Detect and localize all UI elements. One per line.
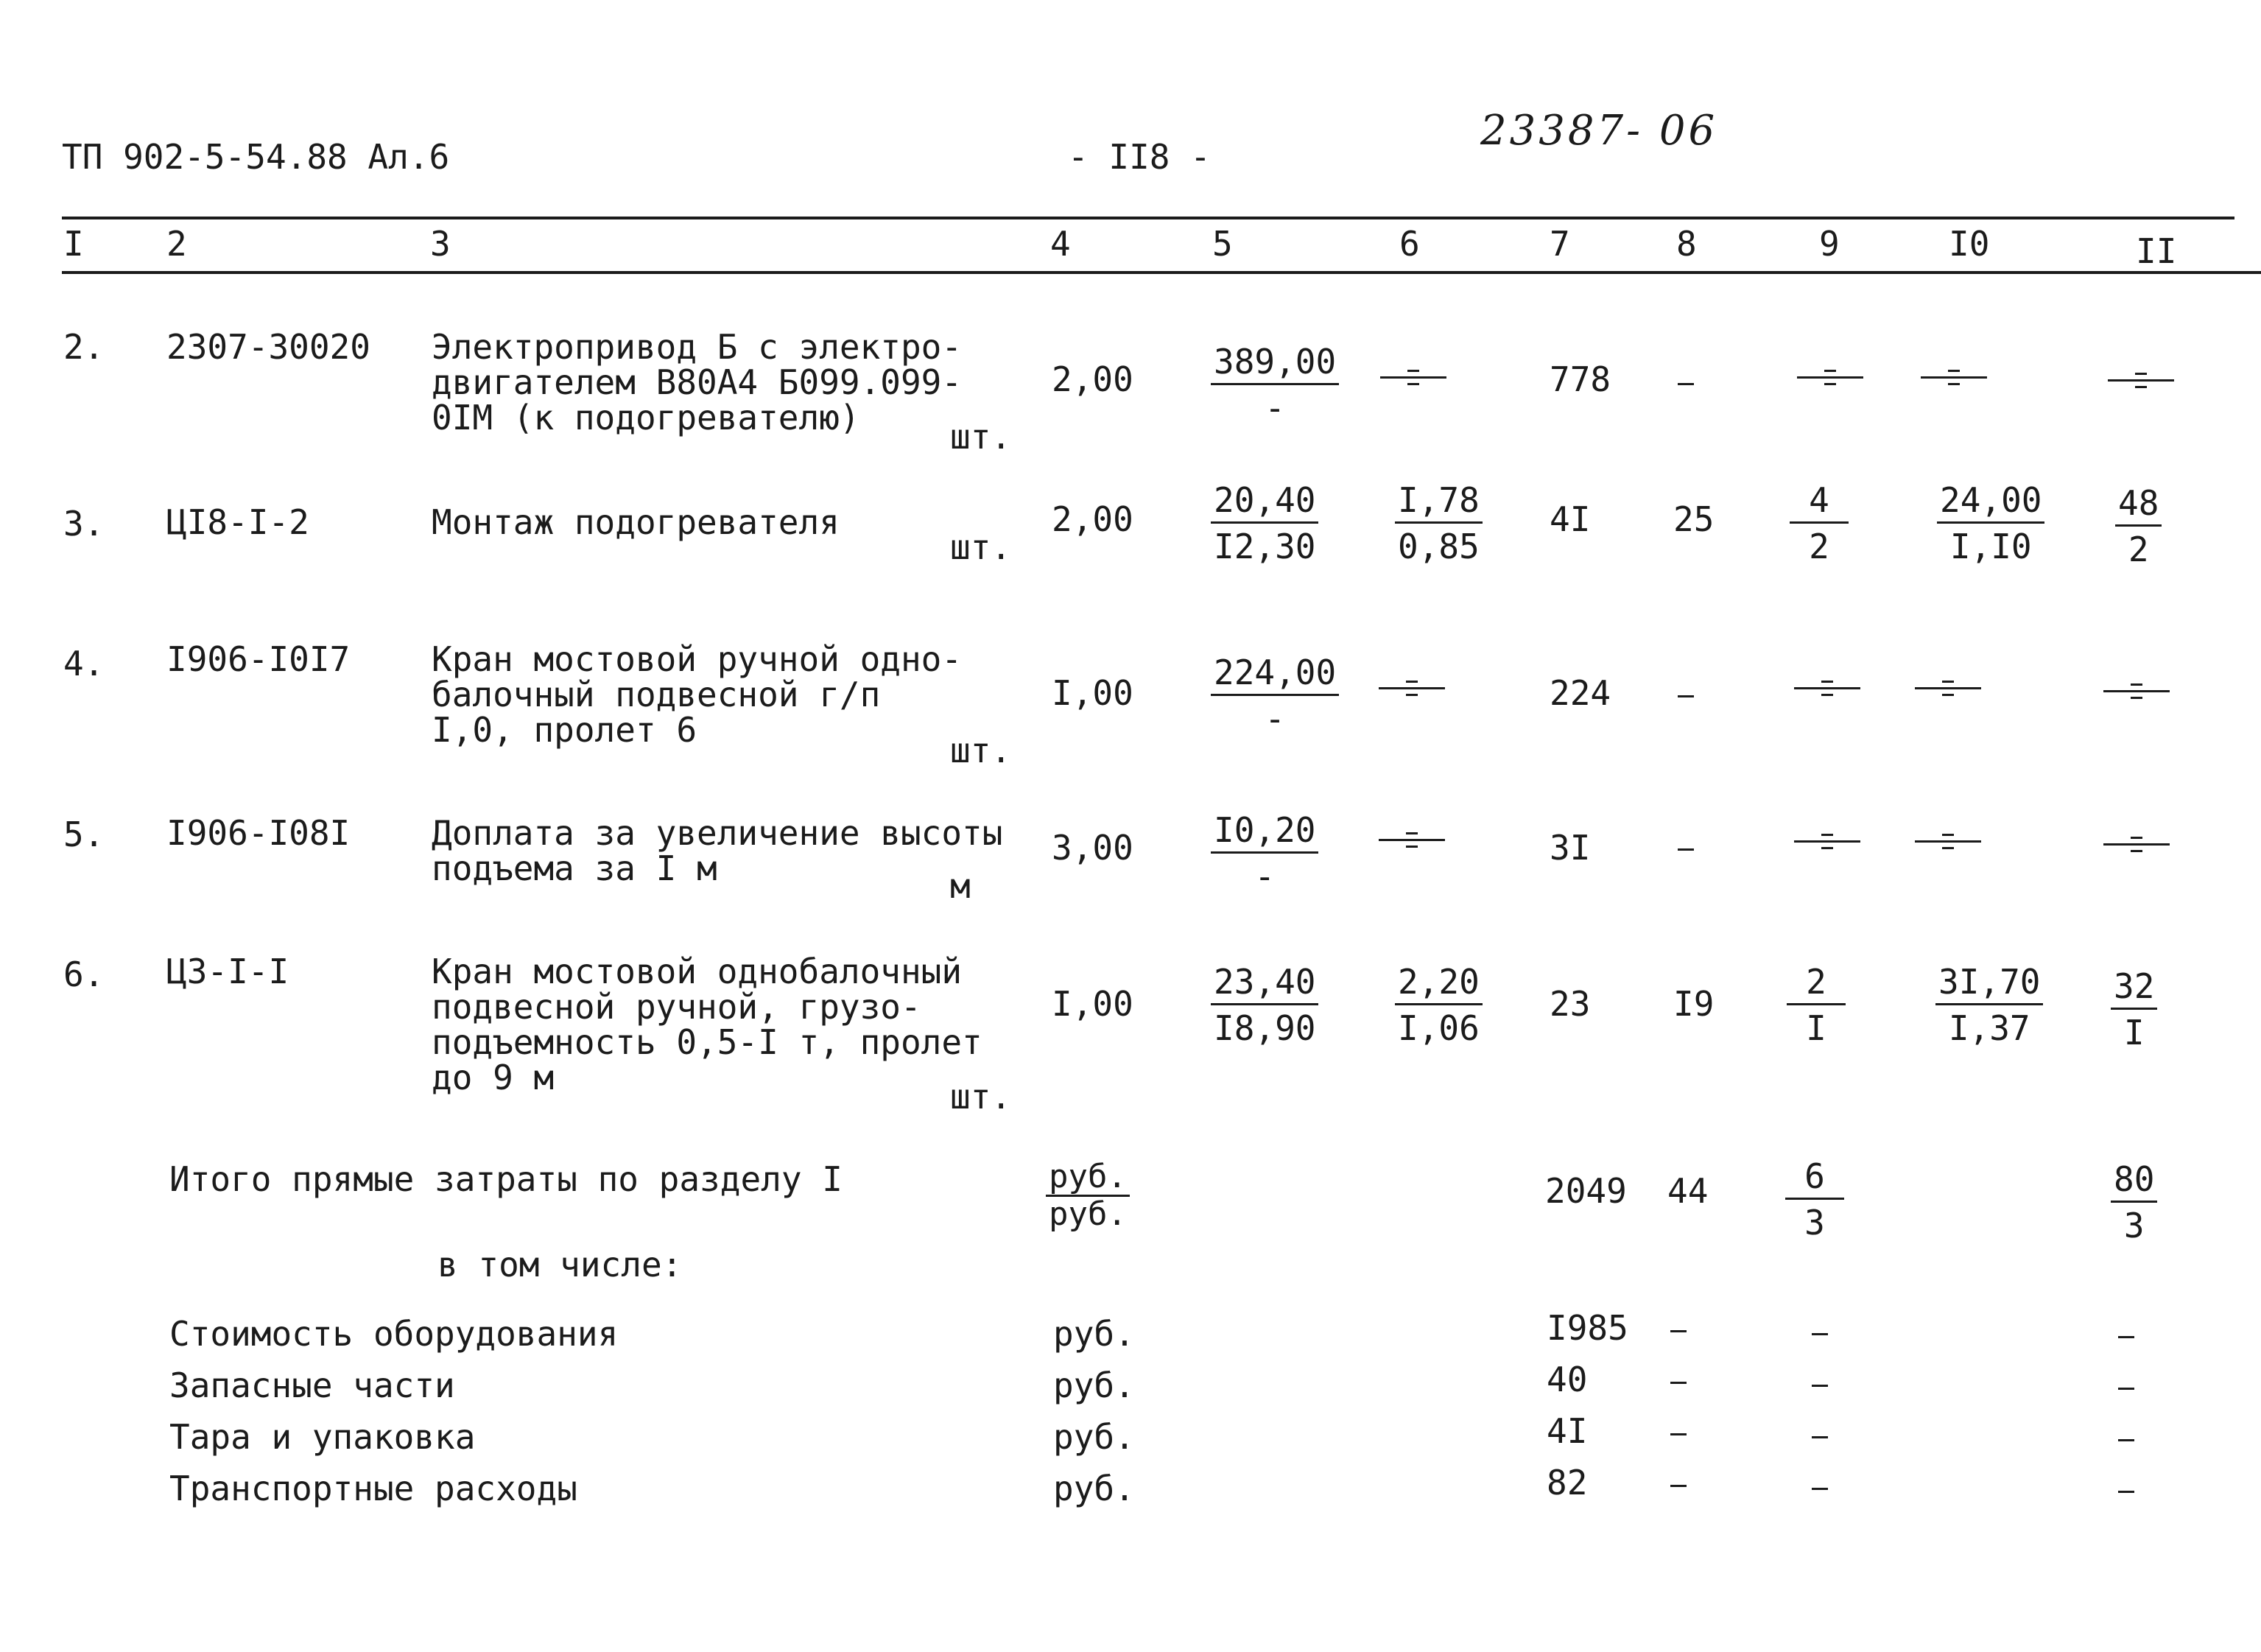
row-desc-line: Монтаж подогревателя	[432, 502, 840, 542]
price-bottom: 2	[2128, 530, 2149, 569]
breakdown-cost: 4I	[1547, 1411, 1588, 1451]
total-bottom: 3	[1804, 1203, 1825, 1242]
price-bottom: I2,30	[1214, 527, 1316, 566]
price-top: 2,20	[1395, 965, 1483, 1005]
col-header-8: 8	[1676, 224, 1697, 264]
row-quantity: 2,00	[1052, 359, 1133, 399]
empty-dash	[1812, 1488, 1828, 1490]
total-col9	[1785, 1156, 1844, 1242]
row-desc-line: двигателем В80А4 Б099.099-	[432, 362, 963, 402]
breakdown-cost: 40	[1547, 1360, 1588, 1399]
price-top: 32	[2111, 969, 2157, 1010]
price-top: 224,00	[1211, 655, 1339, 696]
row-code: Ц3-I-I	[166, 952, 289, 991]
price-bottom: I8,90	[1214, 1008, 1316, 1048]
col-header-4: 4	[1050, 224, 1071, 264]
row-col8: 25	[1673, 499, 1715, 539]
row-col11	[2111, 966, 2157, 1052]
unit-bottom: руб.	[1049, 1195, 1127, 1233]
empty-fraction	[1794, 681, 1860, 696]
price-top: 48	[2115, 486, 2162, 527]
row-desc-line: Кран мостовой однобалочный	[432, 952, 963, 991]
price-top: I,78	[1395, 483, 1483, 524]
total-unit	[1046, 1158, 1130, 1233]
price-top: 4	[1790, 483, 1849, 524]
row-unit: шт.	[950, 527, 1012, 567]
row-col10	[1937, 480, 2044, 566]
row-total-cost: 224	[1550, 673, 1611, 713]
price-bottom: -	[1265, 699, 1285, 739]
row-desc-line: Электропривод Б с электро-	[432, 327, 963, 367]
breakdown-label: Стоимость оборудования	[169, 1314, 619, 1354]
price-bottom: I,I0	[1949, 527, 2032, 566]
breakdown-label: Транспортные расходы	[169, 1469, 577, 1508]
unit-top: руб.	[1046, 1161, 1130, 1197]
breakdown-label: Запасные части	[169, 1365, 455, 1405]
breakdown-unit: руб.	[1053, 1469, 1135, 1508]
breakdown-label: Тара и упаковка	[169, 1417, 476, 1457]
row-desc-line: до 9 м	[432, 1058, 555, 1097]
col-header-6: 6	[1399, 224, 1420, 264]
price-bottom: 2	[1809, 527, 1829, 566]
empty-dash	[1678, 848, 1694, 851]
col-header-11: II	[2136, 231, 2177, 271]
row-desc-line: подъемность 0,5-I т, пролет	[432, 1022, 982, 1062]
total-label: Итого прямые затраты по разделу I	[169, 1159, 843, 1199]
row-price-equipment	[1211, 810, 1318, 896]
price-top: 2	[1787, 965, 1846, 1005]
row-number: 6.	[63, 955, 105, 994]
empty-fraction	[2103, 837, 2170, 852]
col-header-1: I	[63, 224, 84, 264]
row-col8: I9	[1673, 984, 1715, 1024]
row-code: I906-I08I	[166, 813, 351, 853]
price-top: 3I,70	[1935, 965, 2043, 1005]
empty-dash	[1670, 1330, 1687, 1332]
row-total-cost: 778	[1550, 359, 1611, 399]
row-desc-line: Доплата за увеличение высоты	[432, 813, 1003, 853]
row-desc-line: I,0, пролет 6	[432, 710, 697, 750]
row-desc-line: балочный подвесной г/п	[432, 675, 881, 714]
row-number: 4.	[63, 644, 105, 683]
breakdown-cost: 82	[1547, 1463, 1588, 1502]
row-code: I906-I0I7	[166, 639, 351, 679]
row-unit: шт.	[950, 731, 1012, 770]
total-bottom: 3	[2123, 1206, 2145, 1245]
empty-fraction	[1794, 834, 1860, 849]
row-col9	[1787, 962, 1846, 1048]
row-code: 2307-30020	[166, 327, 370, 367]
empty-fraction	[1921, 370, 1987, 385]
empty-dash	[2118, 1439, 2134, 1441]
empty-fraction	[1797, 370, 1863, 385]
empty-fraction	[1915, 681, 1981, 696]
empty-fraction	[1379, 832, 1445, 848]
empty-dash	[2118, 1336, 2134, 1338]
empty-fraction	[2103, 683, 2170, 699]
price-bottom: I	[1806, 1008, 1826, 1048]
col-header-3: 3	[430, 224, 451, 264]
row-price-install	[1395, 962, 1483, 1048]
handwritten-id: 23387- 06	[1480, 107, 1718, 155]
row-price-equipment	[1211, 342, 1339, 428]
col-header-2: 2	[166, 224, 187, 264]
breakdown-unit: руб.	[1053, 1365, 1135, 1405]
empty-dash	[1678, 383, 1694, 385]
row-price-equipment	[1211, 480, 1318, 566]
price-bottom: I	[2123, 1013, 2145, 1052]
empty-fraction	[2108, 373, 2174, 388]
document-code: ТП 902-5-54.88 Ал.6	[62, 137, 450, 177]
empty-dash	[1812, 1436, 1828, 1438]
row-col10	[1935, 962, 2043, 1048]
total-col11	[2111, 1159, 2157, 1245]
price-bottom: -	[1254, 857, 1276, 896]
col-header-9: 9	[1819, 224, 1840, 264]
col-header-5: 5	[1212, 224, 1233, 264]
total-cost: 2049	[1545, 1171, 1627, 1211]
row-total-cost: 23	[1550, 984, 1591, 1024]
empty-fraction	[1380, 370, 1446, 385]
row-desc-line: Кран мостовой ручной одно-	[432, 639, 963, 679]
empty-fraction	[1915, 834, 1981, 849]
breakdown-unit: руб.	[1053, 1417, 1135, 1457]
empty-dash	[1812, 1385, 1828, 1387]
breakdown-unit: руб.	[1053, 1314, 1135, 1354]
price-top: 24,00	[1937, 483, 2044, 524]
empty-dash	[2118, 1388, 2134, 1390]
total-col8: 44	[1667, 1171, 1709, 1211]
price-top: 20,40	[1211, 483, 1318, 524]
row-number: 5.	[63, 815, 105, 854]
row-quantity: 2,00	[1052, 499, 1133, 539]
total-top: 6	[1785, 1159, 1844, 1200]
row-desc-line: 0IМ (к подогревателю)	[432, 398, 860, 437]
empty-dash	[1670, 1485, 1687, 1487]
empty-dash	[2118, 1491, 2134, 1493]
breakdown-cost: I985	[1547, 1308, 1628, 1348]
col-header-7: 7	[1550, 224, 1570, 264]
row-total-cost: 3I	[1550, 828, 1591, 868]
price-top: I0,20	[1211, 813, 1318, 854]
row-col9	[1790, 480, 1849, 566]
total-top: 80	[2111, 1162, 2157, 1203]
price-top: 389,00	[1211, 345, 1339, 385]
row-unit: м	[950, 866, 971, 906]
row-col11	[2115, 483, 2162, 569]
row-unit: шт.	[950, 1077, 1012, 1117]
price-bottom: 0,85	[1398, 527, 1480, 566]
price-bottom: I,06	[1398, 1008, 1480, 1048]
price-top: 23,40	[1211, 965, 1318, 1005]
row-total-cost: 4I	[1550, 499, 1591, 539]
row-quantity: 3,00	[1052, 828, 1133, 868]
row-desc-line: подъема за I м	[432, 848, 717, 888]
header-top-rule	[62, 217, 2234, 219]
empty-dash	[1812, 1333, 1828, 1335]
row-unit: шт.	[950, 417, 1012, 457]
row-desc-line: подвесной ручной, грузо-	[432, 987, 921, 1027]
empty-dash	[1678, 695, 1694, 697]
price-bottom: I,37	[1948, 1008, 2030, 1048]
header-bottom-rule	[62, 271, 2261, 274]
col-header-10: I0	[1949, 224, 1990, 264]
row-number: 3.	[63, 504, 105, 544]
row-price-install	[1395, 480, 1483, 566]
price-bottom: -	[1265, 388, 1285, 428]
empty-dash	[1670, 1382, 1687, 1384]
row-price-equipment	[1211, 653, 1339, 739]
empty-fraction	[1379, 681, 1445, 696]
row-quantity: I,00	[1052, 984, 1133, 1024]
page-number: - II8 -	[1068, 137, 1211, 177]
including-label: в том числе:	[437, 1245, 683, 1284]
row-price-equipment	[1211, 962, 1318, 1048]
row-quantity: I,00	[1052, 673, 1133, 713]
row-code: ЦI8-I-2	[166, 502, 309, 542]
row-number: 2.	[63, 327, 105, 367]
empty-dash	[1670, 1433, 1687, 1435]
